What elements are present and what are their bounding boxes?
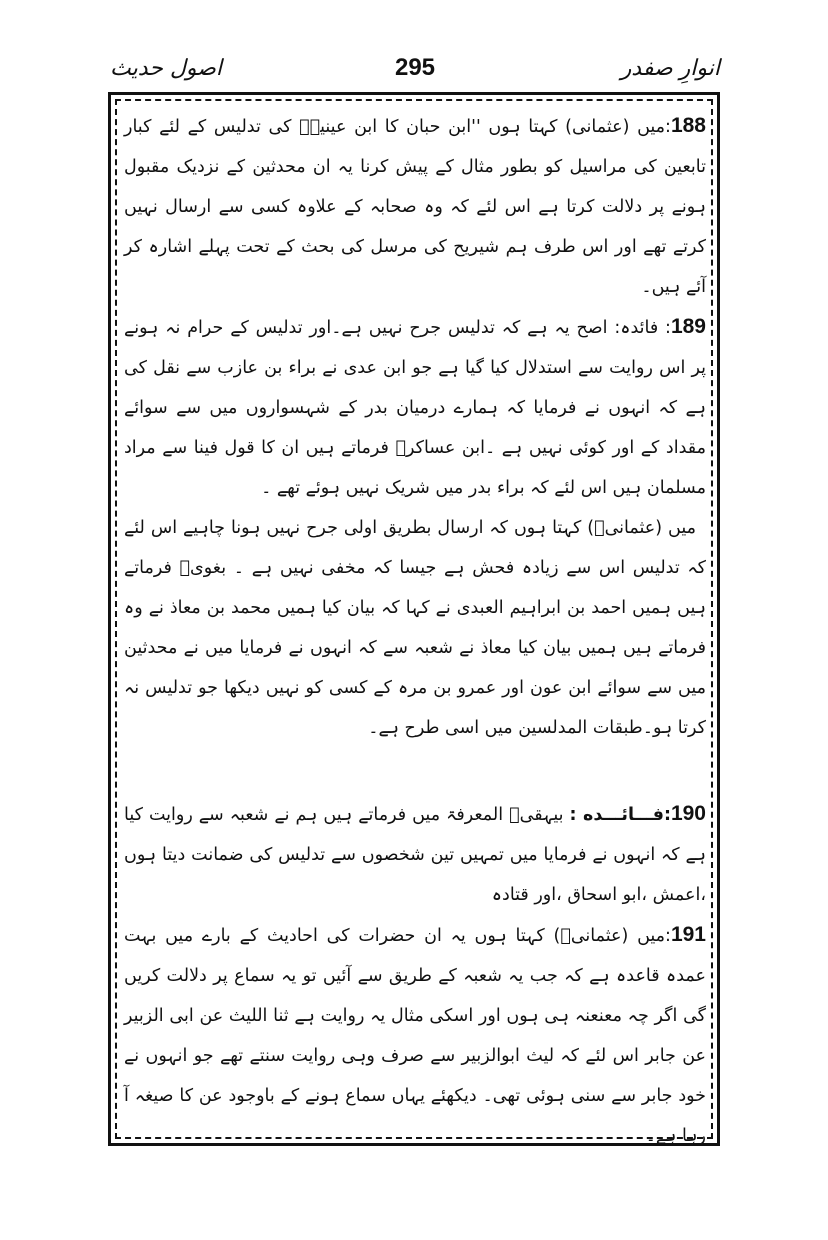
paragraph-190 [124, 794, 706, 915]
page-body [124, 106, 706, 1146]
page-header [110, 48, 720, 92]
page-number: 295 [394, 54, 436, 81]
paragraph-label: :فـــائـــده : [569, 805, 671, 825]
paragraph-188 [124, 106, 706, 307]
paragraph-text: میں (عثمانیؒ) کہتا ہوں کہ ارسال بطریق اولی جرح نہیں ہونا چاہیے اس لئے کہ تدلیس اس سے زیادہ فحش ہے جیسا کہ مخفی نہیں ہے ۔ بغویؒ فرماتے ہیں ہمیں احمد بن ابراہیم العبدی نے کہا کہ بیان کیا ہمیں محمد بن معاذ نے وہ فرماتے ہیں ہمیں بیان کیا معاذ نے شعبہ سے کہ انہوں نے فرمایا میں نے محدثین میں سے سوائے ابن عون اور عمرو بن مرہ کے کسی کو نہیں دیکھا جو تدلیس نہ کرتا ہو۔طبقات المدلسین میں اسی طرح ہے۔ [124, 518, 706, 738]
paragraph-number: 188 [670, 114, 706, 137]
paragraph-text: :میں (عثمانیؒ) کہتا ہوں یہ ان حضرات کی احادیث کے بارے میں بہت عمدہ قاعدہ ہے کہ جب یہ شعبہ کے طریق سے آئیں تو یہ سماع پر دلالت کریں گی اگر چہ معنعنہ ہی ہوں اور اسکی مثال یہ روایت ہے ثنا اللیث عن ابی الزبیر عن جابر اس لئے کہ لیث ابوالزبیر سے صرف وہی روایت سنتے تھے جو انہوں نے خود جابر سے سنی ہوئی تھی۔ دیکھئے یہاں سماع ہونے کے باوجود عن کا صیغہ آ رہا ہے۔ [124, 926, 706, 1146]
paragraph-number: 191 [670, 923, 706, 946]
section-title: اصول حدیث [110, 56, 223, 81]
paragraph-number: 190 [670, 802, 706, 825]
paragraph-text: بیہقیؒ المعرفۃ میں فرماتے ہیں ہم نے شعبہ سے روایت کیا ہے کہ انہوں نے فرمایا میں تمہیں تین شخصوں سے تدلیس کی ضمانت دیتا ہوں ،اعمش ،ابو اسحاق ،اور قتادہ [124, 805, 706, 905]
book-title: انوارِ صفدر [620, 56, 720, 81]
paragraph-191 [124, 915, 706, 1156]
paragraph-text: : فائدہ: اصح یہ ہے کہ تدلیس جرح نہیں ہے۔اور تدلیس کے حرام نہ ہونے پر اس روایت سے استدلال کیا گیا ہے جو ابن عدی نے براء بن عازب سے نقل کی ہے کہ انہوں نے فرمایا کہ ہمارے درمیان بدر کے شہسواروں میں سے سوائے مقداد کے اور کوئی نہیں ہے ۔ابن عساکرؒ فرماتے ہیں ان کا قول فینا سے مراد مسلمان ہیں اس لئے کہ براء بدر میں شریک نہیں ہوئے تھے ۔ [124, 318, 706, 498]
paragraph-189 [124, 307, 706, 508]
paragraph-text: :میں (عثمانی) کہتا ہوں ''ابن حبان کا ابن عینیہؒ کی تدلیس کے لئے کبار تابعین کی مراسیل کو بطور مثال کے پیش کرنا یہ ان محدثین کے نزدیک مقبول ہونے پر دلالت کرتا ہے اس لئے کہ وہ صحابہ کے علاوہ کسی سے ارسال نہیں کرتے تھے اور اس طرف ہم شیریح کی مرسل کی بحث کے تحت پہلے اشارہ کر آئے ہیں۔ [124, 117, 706, 297]
paragraph-uthmani-note [124, 508, 706, 748]
paragraph-number: 189 [670, 315, 706, 338]
